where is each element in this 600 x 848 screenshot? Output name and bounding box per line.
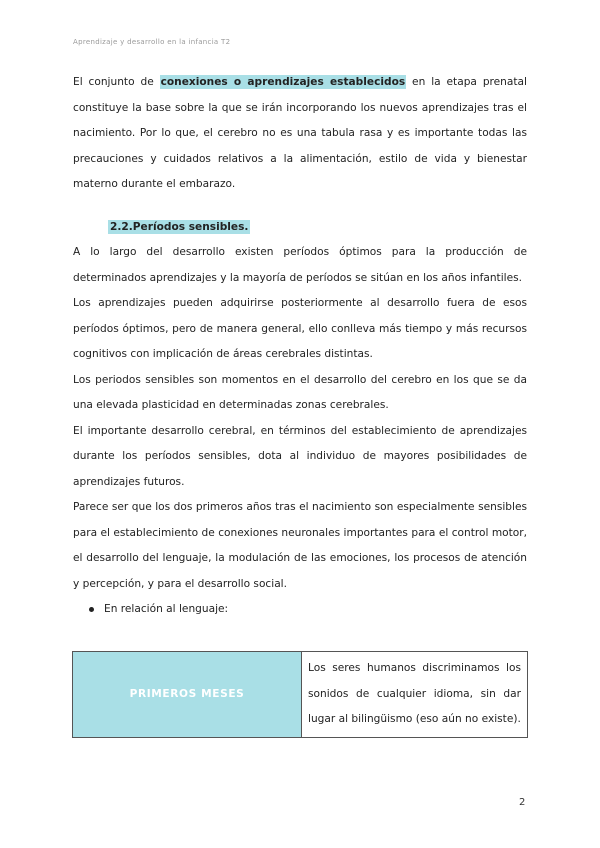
stage-cell: PRIMEROS MESES [73, 652, 302, 738]
description-cell: Los seres humanos discriminamos los sonidos de cualquier idioma, sin dar lugar al bilingüismo (eso aún no existe). [302, 652, 528, 738]
table-row [73, 652, 528, 738]
body-paragraph: A lo largo del desarrollo existen períodos óptimos para la producción de determinados aprendizajes y la mayoría de períodos se sitúan en los años infantiles. [73, 246, 527, 284]
section-title: 2.2.Períodos sensibles. [110, 220, 249, 233]
body-paragraph: El importante desarrollo cerebral, en términos del establecimiento de aprendizajes durante los períodos sensibles, dota al individuo de mayores posibilidades de aprendizajes futuros. [73, 424, 527, 488]
intro-text-after: en la etapa prenatal constituye la base sobre la que se irán incorporando los nuevos aprendizajes tras el nacimiento. Por lo que, el cerebro no es una tabula rasa y es importante todas las precauciones y cuidados relativos a la alimentación, estilo de vida y bienestar materno durante el embarazo. [73, 76, 527, 190]
bullet-text: En relación al lenguaje: [104, 603, 229, 615]
language-table [72, 651, 528, 738]
page-content [73, 70, 527, 623]
page-number: 2 [519, 797, 526, 808]
running-header: Aprendizaje y desarrollo en la infancia T2 [73, 38, 231, 46]
highlighted-term: conexiones o aprendizajes establecidos [160, 76, 406, 88]
body-paragraph: Los aprendizajes pueden adquirirse posteriormente al desarrollo fuera de esos períodos óptimos, pero de manera general, ello conlleva más tiempo y más recursos cognitivos con implicación de áreas cerebrales distintas. [73, 297, 527, 360]
body-paragraph: Parece ser que los dos primeros años tras el nacimiento son especialmente sensibles para el establecimiento de conexiones neuronales importantes para el control motor, el desarrollo del lenguaje, la modulación de las emociones, los procesos de atención y percepción, y para el desarrollo social. [73, 501, 527, 590]
body-paragraph: Los periodos sensibles son momentos en el desarrollo del cerebro en los que se da una elevada plasticidad en determinadas zonas cerebrales. [73, 373, 527, 411]
intro-paragraph [73, 70, 527, 198]
intro-text-before: El conjunto de [73, 76, 160, 88]
section-heading [108, 215, 527, 241]
bullet-icon [89, 607, 94, 612]
bullet-item [89, 597, 527, 623]
